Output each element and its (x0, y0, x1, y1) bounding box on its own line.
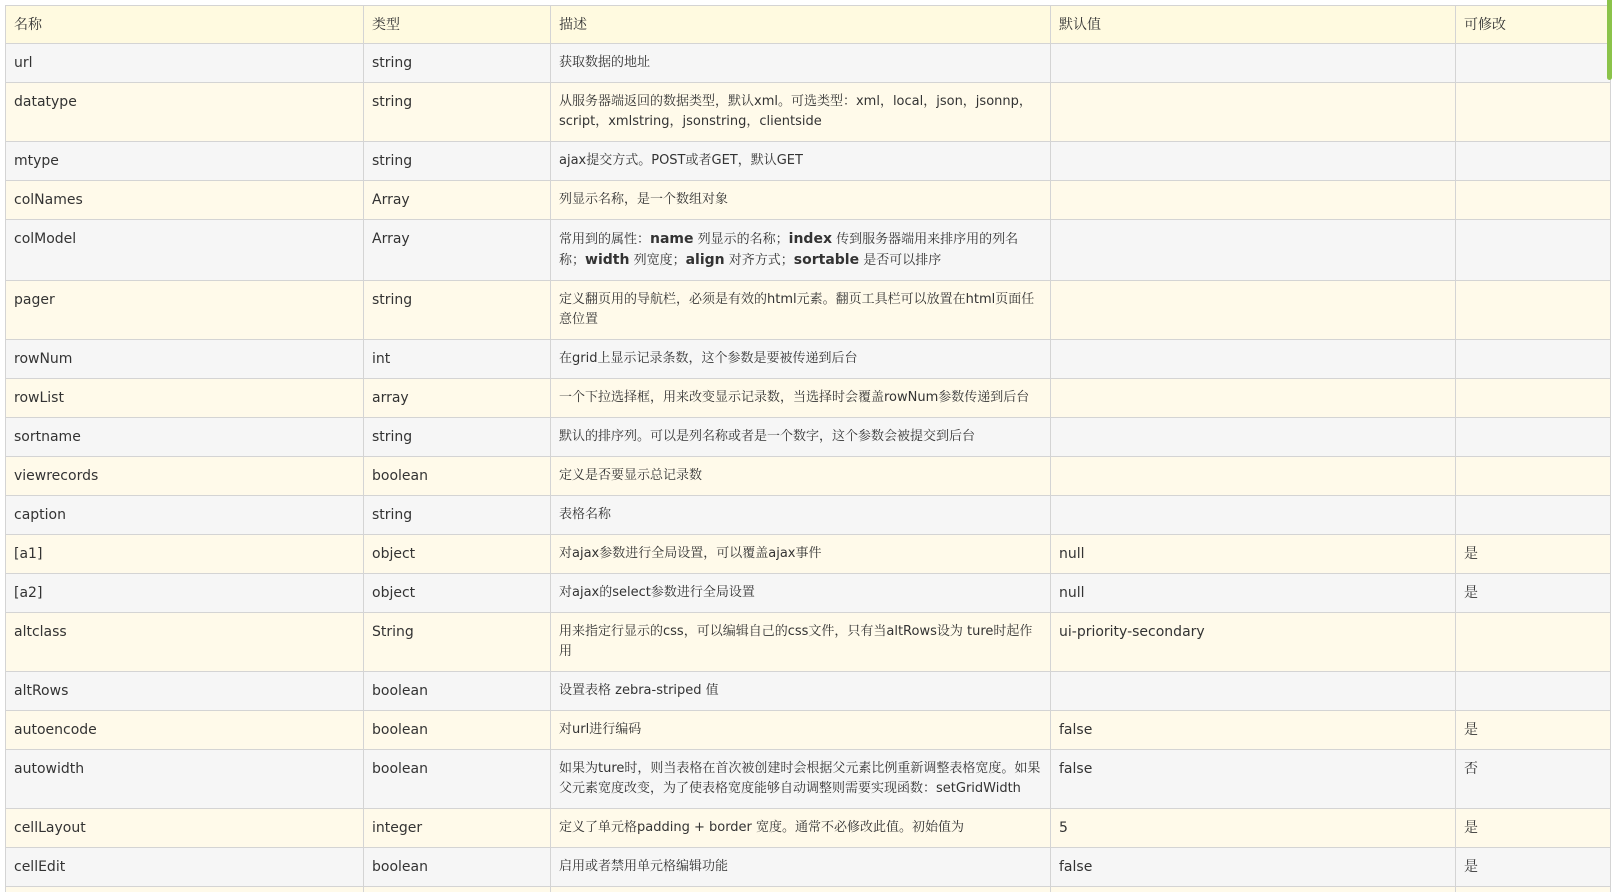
cell-default: null (1051, 574, 1456, 613)
description-text: 在grid上显示记录条数，这个参数是要被传递到后台 (559, 351, 858, 366)
cell-default: false (1051, 750, 1456, 809)
cell-description (551, 711, 1051, 750)
cell-description (551, 181, 1051, 220)
cell-editable (1456, 83, 1611, 142)
header-description: 描述 (551, 6, 1051, 44)
cell-name: sortname (6, 418, 364, 457)
cell-type: array (364, 379, 551, 418)
cell-default (1051, 457, 1456, 496)
cell-type: string (364, 44, 551, 83)
cell-default (1051, 83, 1456, 142)
cell-type: object (364, 574, 551, 613)
scrollbar-thumb[interactable] (1607, 0, 1612, 80)
cell-name: viewrecords (6, 457, 364, 496)
table-row (6, 44, 1611, 83)
table-row (6, 83, 1611, 142)
description-text: 定义翻页用的导航栏，必须是有效的html元素。翻页工具栏可以放置在html页面任意位置 (559, 292, 1035, 327)
cell-description (551, 535, 1051, 574)
cell-type: boolean (364, 457, 551, 496)
table-row (6, 711, 1611, 750)
cell-name: altclass (6, 613, 364, 672)
header-default: 默认值 (1051, 6, 1456, 44)
cell-type: int (364, 340, 551, 379)
cell-default: false (1051, 711, 1456, 750)
cell-editable (1456, 457, 1611, 496)
cell-type: Array (364, 181, 551, 220)
table-row (6, 535, 1611, 574)
cell-description (551, 44, 1051, 83)
cell-type: boolean (364, 672, 551, 711)
description-text: 列显示名称，是一个数组对象 (559, 192, 729, 207)
description-text: 表格名称 (559, 507, 612, 522)
options-table (5, 5, 1611, 892)
cell-name: colModel (6, 220, 364, 281)
description-text: 定义是否要显示总记录数 (559, 468, 703, 483)
table-row (6, 848, 1611, 887)
cell-editable: 否 (1456, 750, 1611, 809)
cell-default (1051, 44, 1456, 83)
cell-description (551, 340, 1051, 379)
description-text: 一个下拉选择框，用来改变显示记录数，当选择时会覆盖rowNum参数传递到后台 (559, 390, 1030, 405)
description-text: 对url进行编码 (559, 722, 642, 737)
cell-name: cellEdit (6, 848, 364, 887)
description-text: 从服务器端返回的数据类型，默认xml。可选类型：xml，local，json，jsonnp，script，xmlstring，jsonstring，clientside (559, 94, 1032, 129)
cell-default (1051, 379, 1456, 418)
table-row (6, 750, 1611, 809)
table-row (6, 340, 1611, 379)
table-row (6, 418, 1611, 457)
cell-default (1051, 672, 1456, 711)
description-text: 对ajax的select参数进行全局设置 (559, 585, 755, 600)
table-row (6, 181, 1611, 220)
header-type: 类型 (364, 6, 551, 44)
table-row (6, 809, 1611, 848)
cell-default (1051, 281, 1456, 340)
cell-description (551, 418, 1051, 457)
table-row (6, 379, 1611, 418)
cell-editable (1456, 887, 1611, 892)
cell-editable (1456, 44, 1611, 83)
description-keyword: width (585, 252, 630, 268)
cell-description (551, 848, 1051, 887)
cell-editable: 是 (1456, 809, 1611, 848)
description-text: 列显示的名称； (693, 232, 789, 247)
cell-type: boolean (364, 750, 551, 809)
cell-description (551, 142, 1051, 181)
cell-name (6, 887, 364, 892)
description-text: 列宽度； (629, 253, 686, 268)
description-text: 设置表格 zebra-striped 值 (559, 683, 719, 698)
table-body (6, 44, 1611, 892)
description-keyword: sortable (793, 252, 860, 268)
cell-editable (1456, 496, 1611, 535)
cell-editable (1456, 613, 1611, 672)
table-header-row (6, 6, 1611, 44)
table-row (6, 613, 1611, 672)
cell-name: rowList (6, 379, 364, 418)
cell-type: string (364, 496, 551, 535)
cell-default: false (1051, 848, 1456, 887)
cell-editable (1456, 418, 1611, 457)
cell-editable: 是 (1456, 535, 1611, 574)
cell-editable (1456, 142, 1611, 181)
table-row (6, 142, 1611, 181)
description-text: ajax提交方式。POST或者GET，默认GET (559, 153, 803, 168)
description-text: 传到服务器端用来排序用的列名称； (559, 232, 1019, 268)
description-text: 定义了单元格padding + border 宽度。通常不必修改此值。初始值为 (559, 820, 965, 835)
header-name: 名称 (6, 6, 364, 44)
cell-type (364, 887, 551, 892)
cell-name: autowidth (6, 750, 364, 809)
cell-default (1051, 887, 1456, 892)
cell-description (551, 887, 1051, 892)
table-row (6, 887, 1611, 892)
table-row (6, 281, 1611, 340)
cell-name: altRows (6, 672, 364, 711)
cell-editable (1456, 340, 1611, 379)
description-keyword: name (650, 231, 694, 247)
cell-name: rowNum (6, 340, 364, 379)
cell-name: pager (6, 281, 364, 340)
cell-description (551, 379, 1051, 418)
cell-type: boolean (364, 711, 551, 750)
cell-type: string (364, 83, 551, 142)
cell-editable (1456, 281, 1611, 340)
cell-editable (1456, 181, 1611, 220)
table-row (6, 496, 1611, 535)
cell-editable (1456, 379, 1611, 418)
cell-type: String (364, 613, 551, 672)
cell-editable (1456, 672, 1611, 711)
description-text: 用来指定行显示的css，可以编辑自己的css文件，只有当altRows设为 ture时起作用 (559, 624, 1033, 659)
cell-type: string (364, 418, 551, 457)
cell-description (551, 672, 1051, 711)
cell-description (551, 750, 1051, 809)
cell-type: Array (364, 220, 551, 281)
description-text: 对齐方式； (724, 253, 794, 268)
cell-default: null (1051, 535, 1456, 574)
cell-default (1051, 496, 1456, 535)
cell-type: integer (364, 809, 551, 848)
cell-default (1051, 181, 1456, 220)
cell-description (551, 281, 1051, 340)
cell-type: string (364, 281, 551, 340)
cell-description (551, 83, 1051, 142)
description-text: 常用到的属性： (559, 232, 651, 247)
description-text: 是否可以排序 (859, 253, 942, 268)
cell-editable: 是 (1456, 711, 1611, 750)
description-keyword: align (685, 252, 725, 268)
description-text: 默认的排序列。可以是列名称或者是一个数字，这个参数会被提交到后台 (559, 429, 976, 444)
cell-name: [a1] (6, 535, 364, 574)
description-text: 获取数据的地址 (559, 55, 651, 70)
cell-type: object (364, 535, 551, 574)
cell-description (551, 220, 1051, 281)
cell-default (1051, 340, 1456, 379)
table-row (6, 574, 1611, 613)
cell-name: datatype (6, 83, 364, 142)
cell-editable (1456, 220, 1611, 281)
cell-default: ui-priority-secondary (1051, 613, 1456, 672)
header-editable: 可修改 (1456, 6, 1611, 44)
table-row (6, 457, 1611, 496)
description-text: 如果为ture时，则当表格在首次被创建时会根据父元素比例重新调整表格宽度。如果父元素宽度改变，为了使表格宽度能够自动调整则需要实现函数：setGridWidth (559, 761, 1041, 796)
cell-type: boolean (364, 848, 551, 887)
cell-description (551, 496, 1051, 535)
cell-description (551, 613, 1051, 672)
table-row (6, 672, 1611, 711)
cell-editable: 是 (1456, 848, 1611, 887)
cell-name: [a2] (6, 574, 364, 613)
cell-name: cellLayout (6, 809, 364, 848)
cell-default (1051, 418, 1456, 457)
cell-description (551, 457, 1051, 496)
cell-name: caption (6, 496, 364, 535)
cell-name: autoencode (6, 711, 364, 750)
cell-type: string (364, 142, 551, 181)
cell-description (551, 574, 1051, 613)
cell-default (1051, 220, 1456, 281)
cell-default: 5 (1051, 809, 1456, 848)
cell-editable: 是 (1456, 574, 1611, 613)
cell-description (551, 809, 1051, 848)
cell-default (1051, 142, 1456, 181)
table-row (6, 220, 1611, 281)
description-text: 启用或者禁用单元格编辑功能 (559, 859, 729, 874)
cell-name: url (6, 44, 364, 83)
cell-name: colNames (6, 181, 364, 220)
cell-name: mtype (6, 142, 364, 181)
description-text: 对ajax参数进行全局设置，可以覆盖ajax事件 (559, 546, 822, 561)
description-keyword: index (788, 231, 832, 247)
